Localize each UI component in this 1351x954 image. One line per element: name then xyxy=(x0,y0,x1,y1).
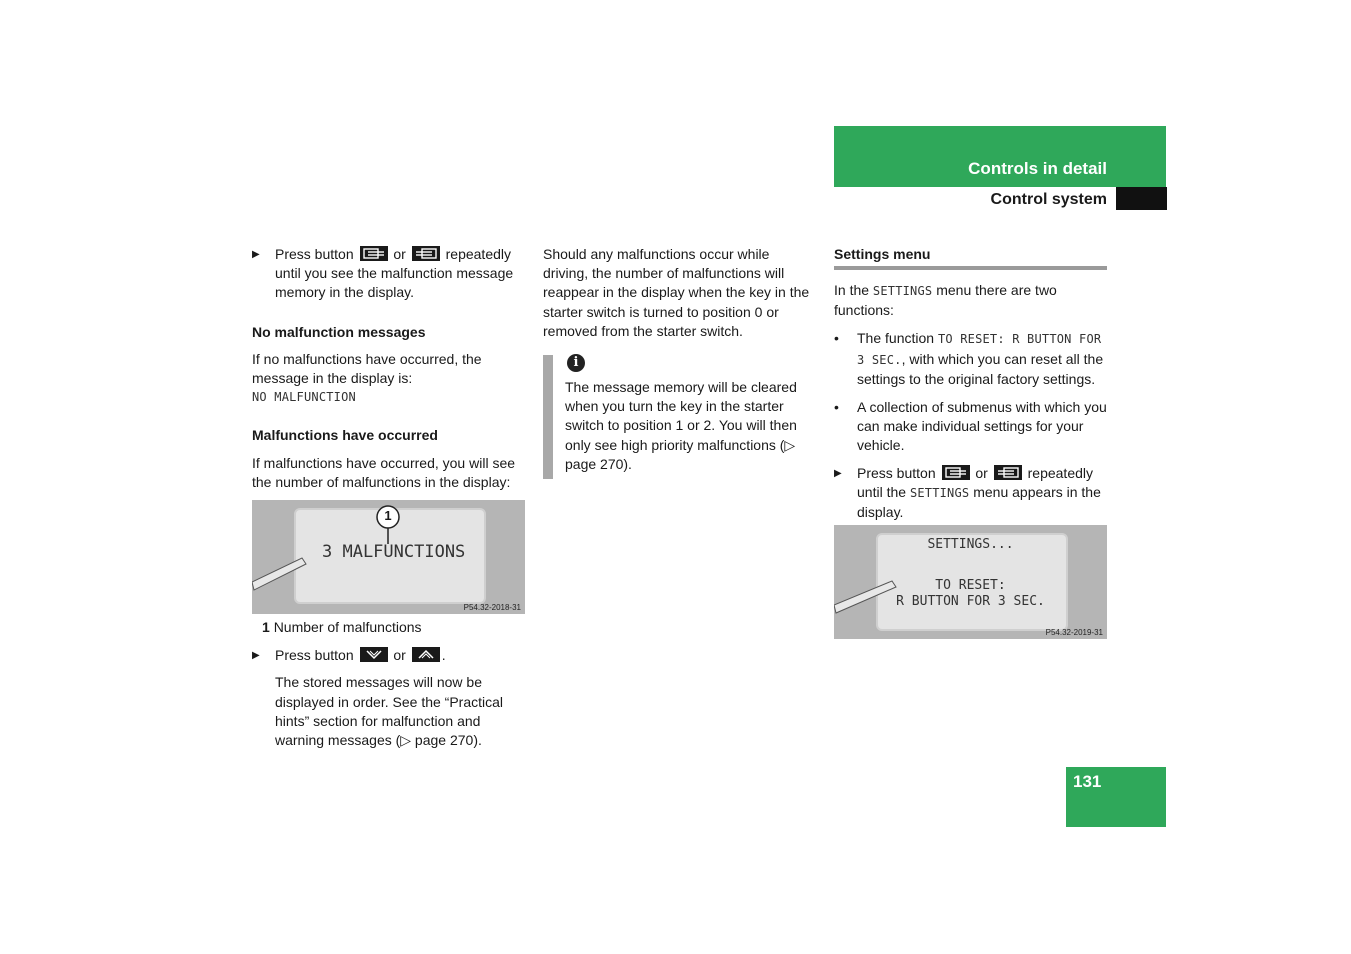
lcd-line-settings: SETTINGS... xyxy=(927,537,1014,552)
step-arrow-icon: ▶ xyxy=(252,650,260,662)
figure-code: P54.32-2019-31 xyxy=(1045,628,1103,637)
column-1 xyxy=(252,245,525,492)
heading-malfunctions-occurred: Malfunctions have occurred xyxy=(252,427,438,444)
section-title: Controls in detail xyxy=(968,159,1107,178)
figure-legend: 1 Number of malfunctions xyxy=(262,619,422,635)
paragraph-no-malfunction: If no malfunctions have occurred, the message in the display is: xyxy=(252,350,482,387)
menu-button-icon xyxy=(360,246,388,261)
figure-malfunction-display xyxy=(252,500,525,614)
figure-settings-display xyxy=(834,525,1107,639)
column-1-lower xyxy=(252,618,525,750)
heading-settings-menu: Settings menu xyxy=(834,246,931,262)
heading-rule xyxy=(834,266,1107,270)
step-browse-messages: ▶ Press button or . The stored messages will now be displayed in order. See the “Practical hints” section for malfunction and warning messages (▷ page 270). xyxy=(252,646,525,750)
bullet-reset-function: • The function TO RESET: R BUTTON FOR 3 SEC., with which you can reset all the settings to the original factory settings. xyxy=(834,330,1104,387)
info-icon: i xyxy=(567,354,585,372)
page-number-box xyxy=(1066,767,1166,827)
section-header xyxy=(834,126,1166,187)
menu-button-back-icon xyxy=(412,246,440,261)
column-2 xyxy=(543,245,816,341)
lcd-malfunction-count: 3 MALFUNCTIONS xyxy=(322,542,466,562)
scroll-down-button-icon xyxy=(360,647,388,662)
callout-number: 1 xyxy=(384,508,392,523)
info-note xyxy=(565,378,817,474)
scroll-up-button-icon xyxy=(412,647,440,662)
display-code-no-malfunction: NO MALFUNCTION xyxy=(252,390,356,405)
column-3 xyxy=(834,245,1107,264)
lcd-line-to-reset: TO RESET: xyxy=(935,578,1006,593)
paragraph-stored-messages: The stored messages will now be displayed in order. See the “Practical hints” section for malfunction and warning messages (▷ page 270). xyxy=(275,674,504,749)
page-number: 131 xyxy=(1073,772,1102,791)
step-open-malfunction-memory: ▶ Press button or repeatedly until you see the malfunction message memory in the display. xyxy=(252,246,514,301)
info-note-text: The message memory will be cleared when you turn the key in the starter switch to position 1 or 2. You will then only see high priority malfunctions (▷ page 270). xyxy=(565,379,797,472)
menu-button-back-icon xyxy=(994,465,1022,480)
step-arrow-icon: ▶ xyxy=(834,467,842,479)
column-3-body xyxy=(834,281,1107,522)
section-tab-marker xyxy=(1116,187,1167,210)
info-sidebar xyxy=(543,355,553,479)
paragraph-malfunctions-occurred: If malfunctions have occurred, you will see the number of malfunctions in the display: xyxy=(252,454,516,490)
step-arrow-icon: ▶ xyxy=(252,249,260,260)
lcd-line-r-button: R BUTTON FOR 3 SEC. xyxy=(896,594,1045,609)
heading-no-malfunction: No malfunction messages xyxy=(252,323,426,340)
menu-button-icon xyxy=(942,465,970,480)
figure-code: P54.32-2018-31 xyxy=(463,603,521,612)
bullet-submenus: • A collection of submenus with which you can make individual settings for your vehicle. xyxy=(834,399,1107,454)
subsection-title: Control system xyxy=(990,191,1107,208)
paragraph-reappear: Should any malfunctions occur while driving, the number of malfunctions will reappear in the display when the key in the starter switch is turned to position 0 or removed from the starter switch. xyxy=(543,246,810,339)
paragraph-settings-intro: In the SETTINGS menu there are two functions: xyxy=(834,282,1057,319)
step-open-settings: ▶ Press button or repeatedly until the SETTINGS menu appears in the display. xyxy=(834,464,1101,521)
